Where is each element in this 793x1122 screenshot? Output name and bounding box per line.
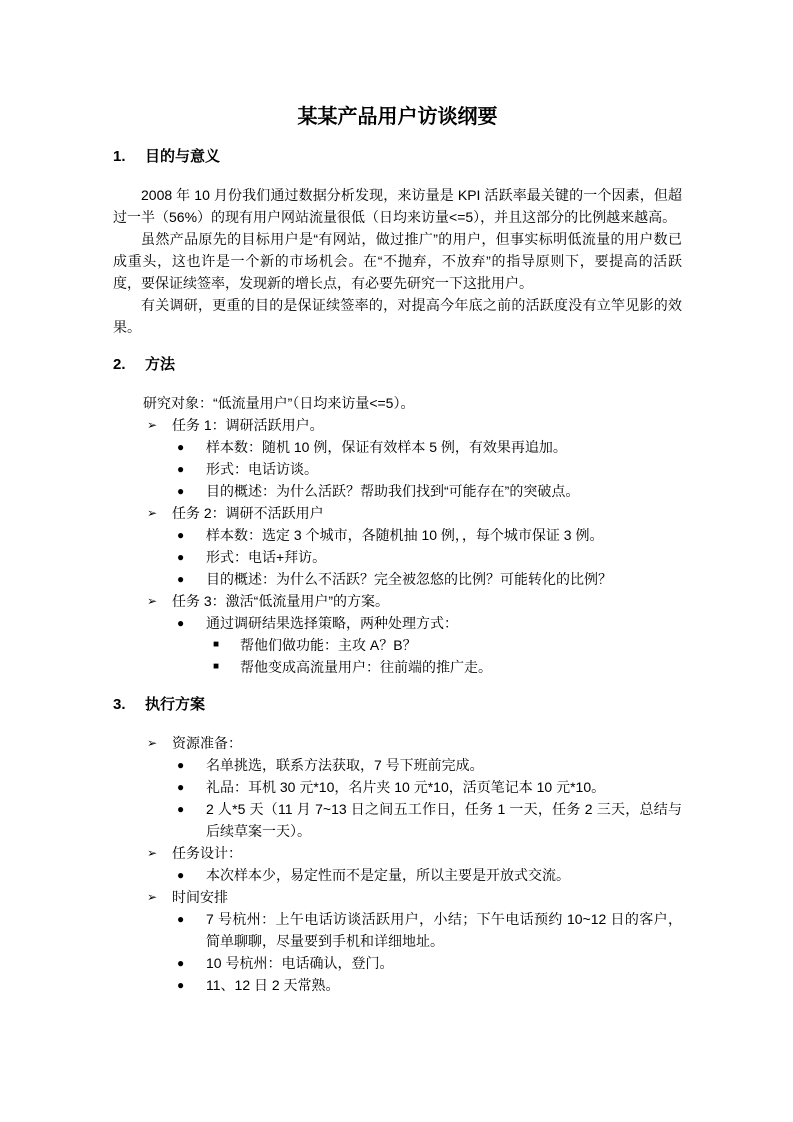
list-item-text: 样本数：选定 3 个城市，各随机抽 10 例，，每个城市保证 3 例。 — [206, 527, 604, 543]
disc-bullet-icon: ● — [177, 462, 185, 476]
section-title: 目的与意义 — [145, 148, 221, 165]
list-item-text: 任务 3：激活“低流量用户”的方案。 — [172, 593, 389, 609]
list-item — [113, 436, 682, 458]
list-item-text: 礼品：耳机 30 元*10，名片夹 10 元*10，活页笔记本 10 元*10。 — [206, 779, 606, 795]
list-item — [113, 974, 682, 996]
list-item-text: 样本数：随机 10 例，保证有效样本 5 例，有效果再追加。 — [206, 439, 567, 455]
disc-bullet-icon: ● — [177, 780, 185, 794]
list-item — [113, 590, 682, 612]
section-heading — [113, 148, 682, 166]
list-item — [113, 502, 682, 524]
list-item — [113, 908, 682, 952]
list-item-text: 11、12 日 2 天常熟。 — [206, 977, 340, 993]
list-item-text: 7 号杭州：上午电话访谈活跃用户，小结；下午电话预约 10~12 日的客户，简单聊聊，尽量要到手机和详细地址。 — [206, 911, 682, 949]
disc-bullet-icon: ● — [177, 802, 185, 816]
list-item-text: 帮他们做功能：主攻 A？B？ — [240, 637, 417, 653]
list-item-text: 资源准备： — [172, 735, 242, 751]
square-bullet-icon: ■ — [213, 639, 220, 650]
list-item — [113, 754, 682, 776]
paragraph: 2008 年 10 月份我们通过数据分析发现，来访量是 KPI 活跃率最关键的一个因素，但超过一半（56%）的现有用户网站流量很低（日均来访量<=5），并且这部分的比例越来越高。 — [113, 187, 682, 225]
list-item-text: 任务设计： — [172, 845, 242, 861]
section-purpose — [113, 148, 682, 338]
list-item-text: 2 人*5 天（11 月 7~13 日之间五工作日，任务 1 一天，任务 2 三天，总结与后续草案一天）。 — [206, 801, 682, 839]
list-item-text: 本次样本少，易定性而不是定量，所以主要是开放式交流。 — [206, 867, 570, 883]
list-item-text: 形式：电话访谈。 — [206, 461, 318, 477]
research-subject-line: 研究对象：“低流量用户”（日均来访量<=5）。 — [143, 395, 415, 411]
list-item-text: 目的概述：为什么活跃？帮助我们找到“可能存在”的突破点。 — [206, 483, 580, 499]
arrow-bullet-icon: ➢ — [147, 736, 158, 750]
section-execution — [113, 696, 682, 996]
disc-bullet-icon: ● — [177, 550, 185, 564]
disc-bullet-icon: ● — [177, 978, 185, 992]
list-item — [113, 414, 682, 436]
arrow-bullet-icon: ➢ — [147, 506, 158, 520]
list-item — [113, 732, 682, 754]
section-number: 1. — [113, 148, 126, 165]
list-item-text: 10 号杭州：电话确认，登门。 — [206, 955, 394, 971]
list-item — [113, 634, 682, 656]
list-item-text: 通过调研结果选择策略，两种处理方式： — [206, 615, 458, 631]
list-item — [113, 864, 682, 886]
section-method — [113, 356, 682, 678]
section-title: 执行方案 — [145, 696, 206, 713]
disc-bullet-icon: ● — [177, 956, 185, 970]
disc-bullet-icon: ● — [177, 868, 185, 882]
square-bullet-icon: ■ — [213, 661, 220, 672]
arrow-bullet-icon: ➢ — [147, 594, 158, 608]
disc-bullet-icon: ● — [177, 572, 185, 586]
list-item — [113, 480, 682, 502]
disc-bullet-icon: ● — [177, 616, 185, 630]
section-heading — [113, 356, 682, 374]
list-item-text: 名单挑选，联系方法获取，7 号下班前完成。 — [206, 757, 484, 773]
list-item — [113, 842, 682, 864]
list-item — [113, 952, 682, 974]
list-item — [113, 886, 682, 908]
list-item — [113, 524, 682, 546]
list-item — [113, 776, 682, 798]
list-item-text: 帮他变成高流量用户：往前端的推广走。 — [240, 659, 492, 675]
list-item — [113, 458, 682, 480]
paragraph: 虽然产品原先的目标用户是“有网站，做过推广”的用户，但事实标明低流量的用户数已成重头，这也许是一个新的市场机会。在“不抛弃，不放弃”的指导原则下，要提高的活跃度，要保证续签率，发现新的增长点，有必要先研究一下这批用户。 — [113, 231, 682, 291]
disc-bullet-icon: ● — [177, 528, 185, 542]
section-heading — [113, 696, 682, 714]
disc-bullet-icon: ● — [177, 484, 185, 498]
list-item-text: 任务 1：调研活跃用户。 — [172, 417, 324, 433]
paragraph: 有关调研，更重的目的是保证续签率的，对提高今年底之前的活跃度没有立竿见影的效果。 — [113, 297, 682, 335]
arrow-bullet-icon: ➢ — [147, 418, 158, 432]
disc-bullet-icon: ● — [177, 912, 185, 926]
list-item — [113, 546, 682, 568]
list-item — [113, 798, 682, 842]
section-number: 3. — [113, 696, 126, 713]
list-item — [113, 612, 682, 634]
list-item-text: 目的概述：为什么不活跃？完全被忽悠的比例？可能转化的比例？ — [206, 571, 612, 587]
disc-bullet-icon: ● — [177, 440, 185, 454]
list-item-text: 任务 2：调研不活跃用户 — [172, 505, 324, 521]
arrow-bullet-icon: ➢ — [147, 890, 158, 904]
section-title: 方法 — [145, 356, 176, 373]
list-item — [113, 656, 682, 678]
list-item — [113, 568, 682, 590]
arrow-bullet-icon: ➢ — [147, 846, 158, 860]
document-title: 某某产品用户访谈纲要 — [297, 106, 498, 128]
list-item-text: 形式：电话+拜访。 — [206, 549, 327, 565]
list-item-text: 时间安排 — [172, 889, 228, 905]
disc-bullet-icon: ● — [177, 758, 185, 772]
section-number: 2. — [113, 356, 126, 373]
